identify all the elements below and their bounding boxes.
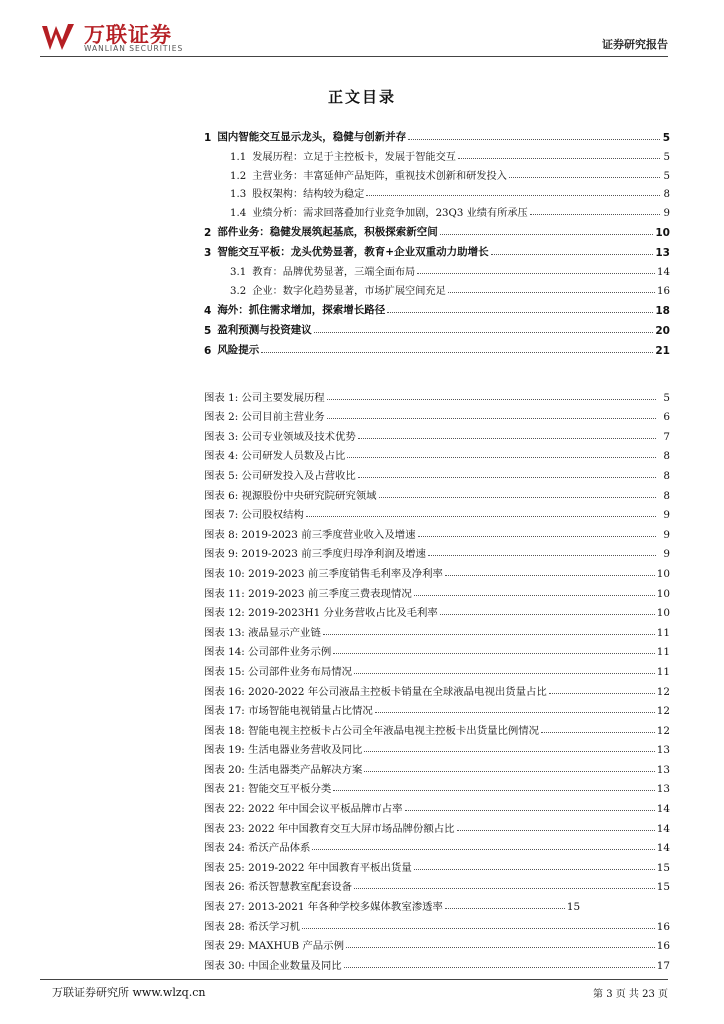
- figure-entry-title: 图表 28: 希沃学习机: [204, 920, 301, 933]
- dot-leader: [408, 139, 660, 140]
- toc-entry-page: 10: [655, 227, 670, 240]
- dot-leader: [364, 751, 654, 752]
- figure-entry[interactable]: [204, 521, 670, 541]
- toc-entry[interactable]: [204, 259, 670, 278]
- toc-entry-number: 1.4: [230, 208, 247, 220]
- dot-leader: [333, 653, 655, 654]
- dot-leader: [344, 967, 655, 968]
- figure-entry-title: 图表 22: 2022 年中国会议平板品牌市占率: [204, 803, 403, 816]
- figure-entry-page: 14: [656, 803, 670, 816]
- figure-entry-page: 10: [656, 567, 670, 580]
- toc-entry-number: 1.2: [230, 170, 247, 182]
- figure-entry-title: 图表 9: 2019-2023 前三季度归母净利润及增速: [204, 548, 426, 561]
- figure-entry-title: 图表 10: 2019-2023 前三季度销售毛利率及净利率: [204, 567, 443, 580]
- figure-entry[interactable]: [204, 678, 670, 698]
- figure-entry-page: 8: [663, 469, 670, 482]
- toc-entry-page: 13: [655, 247, 670, 260]
- toc-entry-title: 业绩分析：需求回落叠加行业竞争加剧，23Q3 业绩有所承压: [252, 208, 528, 220]
- logo-subtext: WANLIAN SECURITIES: [84, 44, 184, 53]
- figure-entry-page: 11: [656, 646, 670, 659]
- figure-entry[interactable]: [204, 874, 670, 894]
- toc-entry-title: 教育：品牌优势显著，三端全面布局: [252, 266, 416, 278]
- dot-leader: [327, 418, 656, 419]
- toc-entry-page: 14: [657, 266, 670, 278]
- dot-leader: [541, 732, 655, 733]
- figure-entry[interactable]: [204, 658, 670, 678]
- toc-entry-number: 1.3: [230, 189, 247, 201]
- figure-entry-title: 图表 13: 液晶显示产业链: [204, 626, 321, 639]
- figure-entry-title: 图表 2: 公司目前主营业务: [204, 411, 325, 424]
- footer-divider: [40, 979, 668, 980]
- figure-entry-page: 10: [656, 607, 670, 620]
- figure-entry[interactable]: [204, 404, 670, 424]
- toc-entry-page: 8: [663, 189, 670, 201]
- figure-entry-title: 图表 18: 智能电视主控板卡占公司全年液晶电视主控板卡出货量比例情况: [204, 724, 540, 737]
- figure-entry-page: 12: [656, 685, 670, 698]
- figure-entry[interactable]: [204, 560, 670, 580]
- figure-entry-page: 15: [566, 901, 581, 914]
- figure-entry-page: 16: [656, 920, 670, 933]
- toc-entry-page: 21: [655, 344, 670, 357]
- page-title: 正文目录: [327, 88, 396, 106]
- figure-entry-page: 16: [656, 940, 670, 953]
- dot-leader: [414, 869, 655, 870]
- dot-leader: [418, 536, 657, 537]
- toc-entry-title: 国内智能交互显示龙头，稳健与创新并存: [217, 131, 407, 143]
- toc-entry-number: 2: [204, 227, 212, 240]
- figure-entry-page: 9: [663, 509, 670, 522]
- dot-leader: [314, 332, 654, 333]
- toc-entry-number: 3.2: [230, 285, 247, 297]
- figure-entry-page: 9: [663, 528, 670, 541]
- figure-entry[interactable]: [204, 698, 670, 718]
- figure-entry-page: 8: [663, 489, 670, 502]
- figure-entry-page: 12: [656, 724, 670, 737]
- figure-entry-page: 12: [656, 705, 670, 718]
- toc-entry-number: 3.1: [230, 266, 247, 278]
- figure-entry[interactable]: [204, 384, 670, 404]
- figure-entry[interactable]: [204, 482, 670, 502]
- figure-entry-page: 5: [663, 391, 670, 404]
- table-of-contents: [204, 124, 670, 357]
- figure-entry[interactable]: [204, 815, 670, 835]
- figure-entry-title: 图表 16: 2020-2022 年公司液晶主控板卡销量在全球液晶电视出货量占比: [204, 685, 547, 698]
- footer-page-number: 第 3 页 共 23 页: [593, 989, 668, 1000]
- figure-entry-title: 图表 5: 公司研发投入及占营收比: [204, 469, 356, 482]
- toc-entry-number: 1: [204, 132, 212, 144]
- toc-entry-number: 4: [204, 304, 212, 317]
- figure-entry[interactable]: [204, 580, 670, 600]
- figure-entry-title: 图表 30: 中国企业数量及同比: [204, 959, 342, 972]
- toc-entry[interactable]: [204, 337, 670, 357]
- figure-entry[interactable]: [204, 913, 670, 933]
- dot-leader: [428, 555, 656, 556]
- figure-entry[interactable]: [204, 443, 670, 463]
- toc-entry-number: 5: [204, 324, 212, 337]
- dot-leader: [509, 177, 660, 178]
- dot-leader: [379, 497, 656, 498]
- dot-leader: [333, 790, 655, 791]
- figure-entry-page: 11: [656, 626, 670, 639]
- toc-entry-page: 18: [655, 304, 670, 317]
- figure-entry[interactable]: [204, 854, 670, 874]
- dot-leader: [440, 614, 655, 615]
- dot-leader: [491, 254, 654, 255]
- page-header: [0, 0, 724, 60]
- figure-entry-title: 图表 14: 公司部件业务示例: [204, 646, 332, 659]
- toc-entry-title: 盈利预测与投资建议: [217, 323, 312, 336]
- toc-entry-title: 股权架构：结构较为稳定: [252, 189, 365, 201]
- dot-leader: [440, 234, 654, 235]
- figure-entry-page: 13: [656, 744, 670, 757]
- toc-entry-number: 6: [204, 344, 212, 357]
- figure-entry-page: 8: [663, 450, 670, 463]
- dot-leader: [261, 352, 653, 353]
- toc-entry-page: 16: [657, 285, 670, 297]
- logo-text: 万联证券: [84, 23, 172, 47]
- dot-leader: [302, 928, 655, 929]
- toc-entry-number: 1.1: [230, 151, 247, 163]
- dot-leader: [445, 575, 655, 576]
- dot-leader: [358, 438, 656, 439]
- toc-entry[interactable]: [204, 144, 670, 163]
- figure-entry[interactable]: [204, 462, 670, 482]
- dot-leader: [346, 947, 655, 948]
- figure-entry-title: 图表 26: 希沃智慧教室配套设备: [204, 881, 353, 894]
- figure-entry-title: 图表 1: 公司主要发展历程: [204, 391, 325, 404]
- dot-leader: [458, 158, 660, 159]
- toc-entry[interactable]: [204, 239, 670, 259]
- figure-entry-page: 15: [656, 861, 670, 874]
- toc-entry-title: 智能交互平板：龙头优势显著，教育+企业双重动力助增长: [217, 246, 489, 259]
- dot-leader: [364, 771, 654, 772]
- footer-institute: 万联证券研究所 www.wlzq.cn: [52, 986, 206, 999]
- toc-entry[interactable]: [204, 182, 670, 201]
- figure-entry[interactable]: [204, 541, 670, 561]
- dot-leader: [375, 712, 655, 713]
- figure-entry-title: 图表 20: 生活电器类产品解决方案: [204, 763, 363, 776]
- dot-leader: [354, 888, 655, 889]
- figure-index: [204, 384, 670, 972]
- dot-leader: [366, 195, 660, 196]
- figure-entry-title: 图表 6: 视源股份中央研究院研究领域: [204, 489, 377, 502]
- figure-entry-page: 7: [663, 430, 670, 443]
- figure-entry-page: 13: [656, 783, 670, 796]
- toc-entry[interactable]: [204, 124, 670, 144]
- toc-entry-page: 5: [662, 132, 670, 144]
- toc-entry-page: 20: [655, 324, 670, 337]
- dot-leader: [354, 673, 655, 674]
- wanlian-logo-icon: [40, 22, 82, 52]
- figure-entry-page: 11: [656, 665, 670, 678]
- dot-leader: [323, 634, 655, 635]
- figure-entry-page: 10: [656, 587, 670, 600]
- figure-entry-title: 图表 4: 公司研发人员数及占比: [204, 450, 346, 463]
- figure-entry-title: 图表 21: 智能交互平板分类: [204, 783, 332, 796]
- report-type-label: 证券研究报告: [602, 38, 668, 51]
- figure-entry-title: 图表 11: 2019-2023 前三季度三费表现情况: [204, 587, 412, 600]
- toc-entry[interactable]: [204, 297, 670, 317]
- figure-entry[interactable]: [204, 756, 670, 776]
- figure-entry[interactable]: [204, 600, 670, 620]
- toc-entry-title: 发展历程：立足于主控板卡，发展于智能交互: [252, 151, 456, 163]
- dot-leader: [312, 849, 654, 850]
- figure-entry[interactable]: [204, 795, 670, 815]
- toc-entry[interactable]: [204, 163, 670, 182]
- figure-entry[interactable]: [204, 893, 670, 913]
- figure-entry-page: 14: [656, 822, 670, 835]
- toc-entry-title: 主营业务：丰富延伸产品矩阵，重视技术创新和研发投入: [252, 170, 507, 182]
- toc-entry-page: 9: [663, 208, 670, 220]
- header-divider: [40, 56, 668, 57]
- figure-entry-title: 图表 15: 公司部件业务布局情况: [204, 665, 353, 678]
- figure-entry-title: 图表 7: 公司股权结构: [204, 509, 304, 522]
- dot-leader: [445, 908, 565, 909]
- toc-entry-page: 5: [663, 151, 670, 163]
- dot-leader: [530, 214, 660, 215]
- figure-entry[interactable]: [204, 952, 670, 972]
- figure-entry-page: 15: [656, 881, 670, 894]
- figure-entry[interactable]: [204, 502, 670, 522]
- figure-entry-title: 图表 27: 2013-2021 年各种学校多媒体教室渗透率: [204, 901, 443, 914]
- toc-entry[interactable]: [204, 200, 670, 219]
- dot-leader: [448, 292, 655, 293]
- dot-leader: [347, 457, 656, 458]
- figure-entry-page: 9: [663, 548, 670, 561]
- toc-entry-title: 风险提示: [217, 343, 260, 356]
- toc-entry-title: 企业：数字化趋势显著，市场扩展空间充足: [252, 285, 446, 297]
- toc-entry-number: 3: [204, 247, 212, 260]
- figure-entry-title: 图表 19: 生活电器业务营收及同比: [204, 744, 363, 757]
- figure-entry-title: 图表 25: 2019-2022 年中国教育平板出货量: [204, 861, 412, 874]
- dot-leader: [327, 399, 656, 400]
- toc-entry-title: 部件业务：稳健发展筑起基底，积极探索新空间: [217, 226, 438, 239]
- figure-entry[interactable]: [204, 619, 670, 639]
- figure-entry[interactable]: [204, 933, 670, 953]
- figure-entry-page: 6: [663, 411, 670, 424]
- dot-leader: [414, 595, 655, 596]
- dot-leader: [405, 810, 655, 811]
- figure-entry-title: 图表 8: 2019-2023 前三季度营业收入及增速: [204, 528, 416, 541]
- dot-leader: [417, 273, 655, 274]
- toc-entry-page: 5: [663, 170, 670, 182]
- figure-entry-title: 图表 17: 市场智能电视销量占比情况: [204, 705, 373, 718]
- figure-entry-title: 图表 24: 希沃产品体系: [204, 842, 311, 855]
- figure-entry-title: 图表 29: MAXHUB 产品示例: [204, 940, 344, 953]
- figure-entry[interactable]: [204, 776, 670, 796]
- figure-entry[interactable]: [204, 835, 670, 855]
- dot-leader: [549, 693, 655, 694]
- figure-entry-title: 图表 23: 2022 年中国教育交互大屏市场品牌份额占比: [204, 822, 455, 835]
- dot-leader: [358, 477, 656, 478]
- dot-leader: [387, 312, 653, 313]
- dot-leader: [306, 516, 656, 517]
- figure-entry-page: 14: [656, 842, 670, 855]
- toc-entry[interactable]: [204, 317, 670, 337]
- toc-entry[interactable]: [204, 278, 670, 297]
- toc-entry[interactable]: [204, 219, 670, 239]
- figure-entry-page: 13: [656, 763, 670, 776]
- figure-entry[interactable]: [204, 737, 670, 757]
- toc-entry-title: 海外：抓住需求增加，探索增长路径: [217, 303, 386, 316]
- dot-leader: [457, 830, 655, 831]
- figure-entry[interactable]: [204, 639, 670, 659]
- figure-entry-page: 17: [656, 959, 670, 972]
- figure-entry[interactable]: [204, 717, 670, 737]
- figure-entry[interactable]: [204, 423, 670, 443]
- figure-entry-title: 图表 3: 公司专业领域及技术优势: [204, 430, 356, 443]
- figure-entry-title: 图表 12: 2019-2023H1 分业务营收占比及毛利率: [204, 607, 438, 620]
